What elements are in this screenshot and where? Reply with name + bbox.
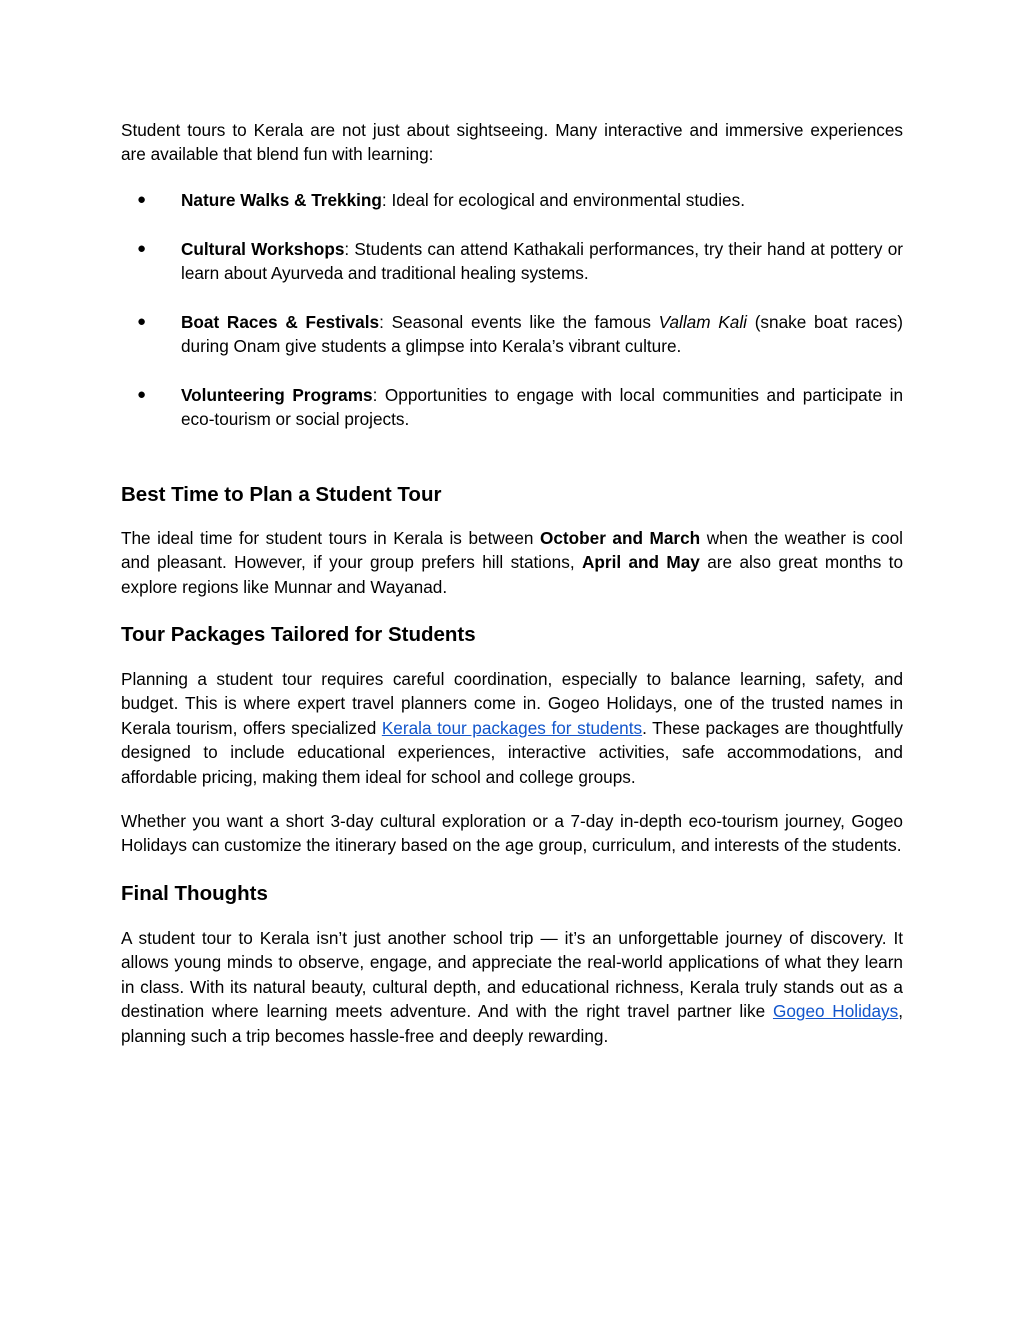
heading-tour-packages: Tour Packages Tailored for Students [121,623,476,647]
gogeo-holidays-link[interactable]: Gogeo Holidays [772,1001,899,1022]
list-item-text: : Opportunities to engage with local communities and participate in eco-tourism or social projects. [181,385,903,430]
intro-paragraph: Student tours to Kerala are not just about sightseeing. Many interactive and immersive experiences are available that blend fun with learning: [121,120,903,165]
list-item-title: Boat Races & Festivals [181,311,380,332]
bullet-icon: ● [137,386,147,404]
text-segment: . These packages are thoughtfully designed to include educational experiences, interactive activities, safe accommodations, and affordable pricing, making them ideal for school and college groups. [121,717,903,787]
text-segment: are also great months to explore regions like Munnar and Wayanad. [121,552,903,597]
heading-best-time: Best Time to Plan a Student Tour [121,482,442,506]
list-item-title: Volunteering Programs [181,385,373,406]
packages-paragraph-1 [121,667,903,789]
heading-final-thoughts: Final Thoughts [121,881,268,905]
experiences-list [121,188,903,432]
bullet-icon: ● [137,312,147,330]
packages-paragraph-2: Whether you want a short 3-day cultural exploration or a 7-day in-depth eco-tourism journey, Gogeo Holidays can customize the itinerary based on the age group, curriculum, and interests of the students. [121,811,903,856]
bullet-icon: ● [137,190,147,208]
list-item-boat-races [121,310,903,359]
text-segment: , planning such a trip becomes hassle-free and deeply rewarding. [121,1001,904,1046]
list-item-volunteering [121,383,903,432]
list-item-text: : Students can attend Kathakali performances, try their hand at pottery or learn about Ayurveda and traditional healing systems. [181,238,903,284]
text-segment: A student tour to Kerala isn’t just another school trip — it’s an unforgettable journey of discovery. It allows young minds to observe, engage, and appreciate the real-world applications of what they learn in class. With its natural beauty, cultural depth, and educational richness, Kerala truly stands out as a destination where learning meets adventure. And with the right travel partner like [121,927,903,1022]
final-paragraph [121,926,903,1048]
best-time-paragraph [121,526,903,599]
bold-months: April and May [581,552,700,573]
list-item-nature-walks [121,188,903,212]
bold-months: October and March [539,527,701,548]
document-page [121,118,903,1048]
list-item-text-continued: (snake boat races) during Onam give students a glimpse into Kerala’s vibrant culture. [181,311,903,357]
text-segment: The ideal time for student tours in Kerala is between [121,527,540,548]
list-item-title: Cultural Workshops [181,238,345,259]
list-item-text: : Seasonal events like the famous [379,311,659,332]
list-item-title: Nature Walks & Trekking [181,189,382,210]
text-segment: when the weather is cool and pleasant. However, if your group prefers hill stations, [121,527,903,573]
list-item-text: : Ideal for ecological and environmental studies. [381,189,745,210]
list-item-italic-term: Vallam Kali [658,311,747,332]
bullet-icon: ● [137,239,147,257]
list-item-cultural-workshops [121,237,903,286]
text-segment: Planning a student tour requires careful coordination, especially to balance learning, safety, and budget. This is where expert travel planners come in. Gogeo Holidays, one of the trusted names in Kerala tourism, offers specialized [121,669,903,738]
kerala-packages-link[interactable]: Kerala tour packages for students [381,717,643,738]
